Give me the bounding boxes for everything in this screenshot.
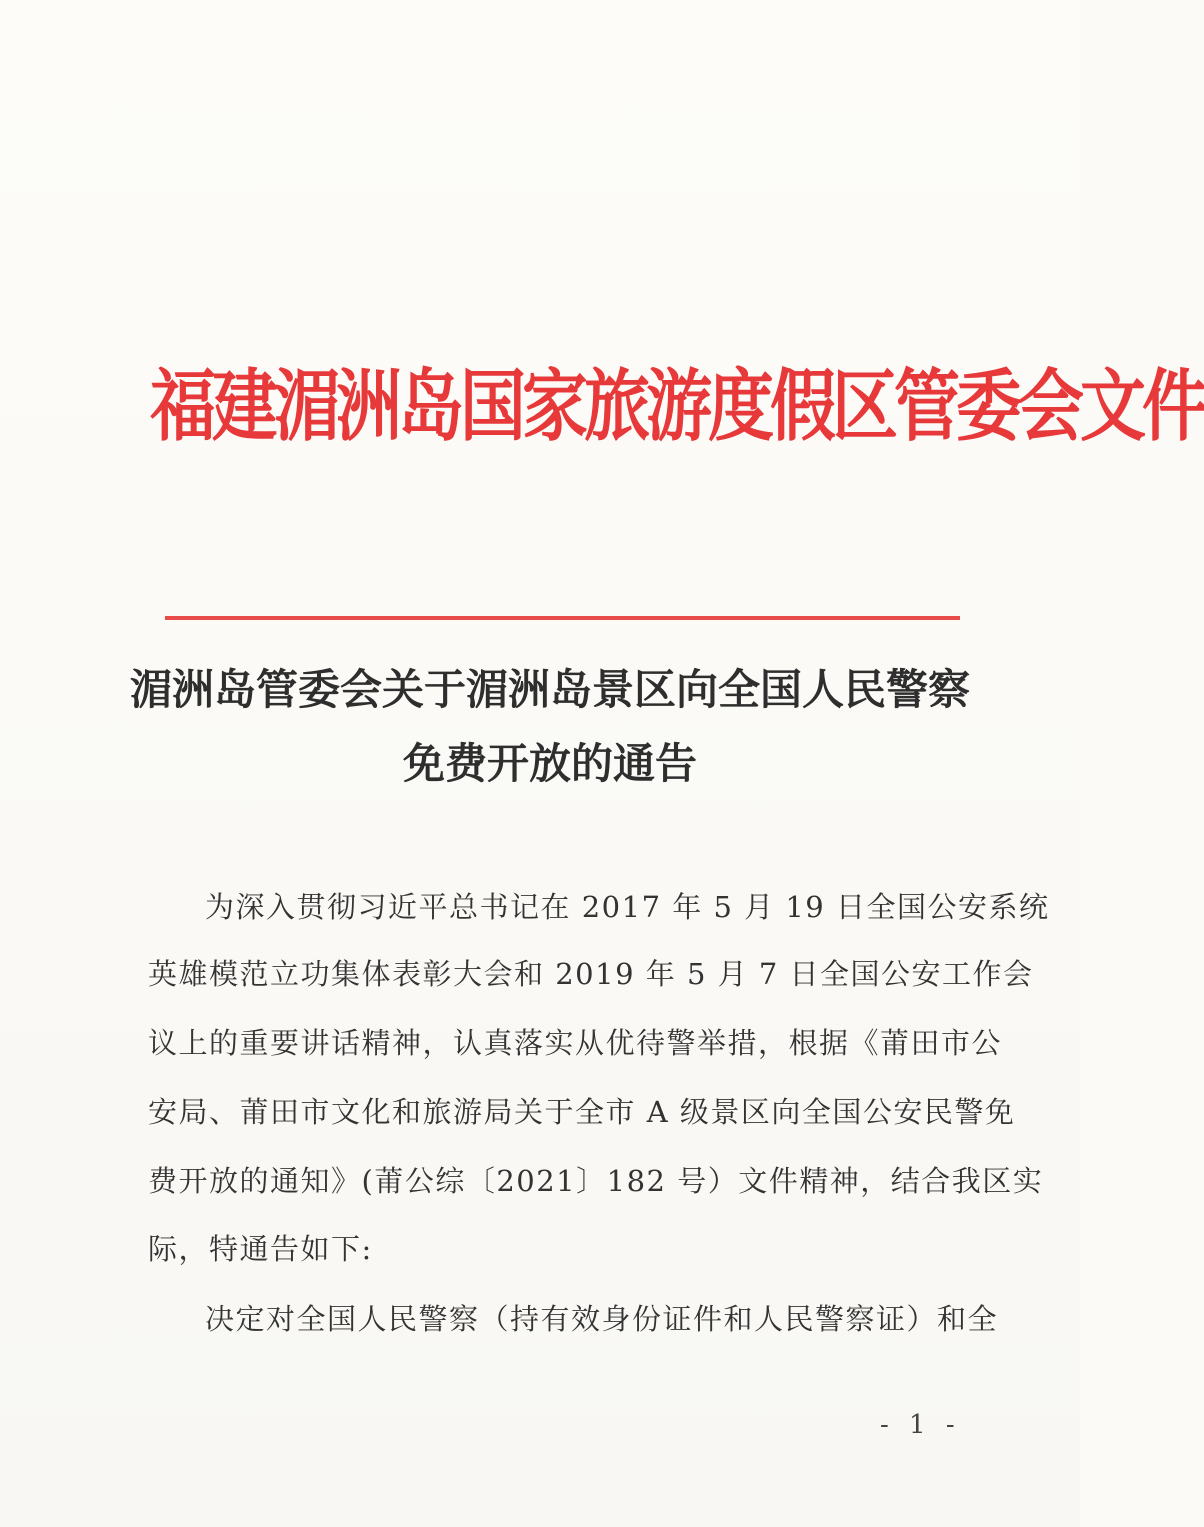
notice-title-line-2: 免费开放的通告 bbox=[402, 739, 697, 788]
notice-title-line-1: 湄洲岛管委会关于湄洲岛景区向全国人民警察 bbox=[130, 665, 971, 714]
body-line-7: 决定对全国人民警察（持有效身份证件和人民警察证）和全 bbox=[205, 1302, 999, 1336]
body-line-5: 费开放的通知》(莆公综〔2021〕182 号）文件精神，结合我区实 bbox=[148, 1164, 1044, 1198]
body-line-4: 安局、莆田市文化和旅游局关于全市 A 级景区向全国公安民警免 bbox=[148, 1095, 1016, 1129]
red-divider-line bbox=[165, 616, 960, 620]
page-number: - 1 - bbox=[880, 1410, 961, 1440]
body-line-2: 英雄模范立功集体表彰大会和 2019 年 5 月 7 日全国公安工作会 bbox=[148, 957, 1034, 991]
body-line-3: 议上的重要讲话精神，认真落实从优待警举措，根据《莆田市公 bbox=[148, 1026, 1003, 1060]
masthead-title: 福建湄洲岛国家旅游度假区管委会文件 bbox=[150, 360, 1204, 452]
body-line-6: 际，特通告如下: bbox=[148, 1232, 373, 1266]
body-line-1: 为深入贯彻习近平总书记在 2017 年 5 月 19 日全国公安系统 bbox=[205, 890, 1050, 924]
